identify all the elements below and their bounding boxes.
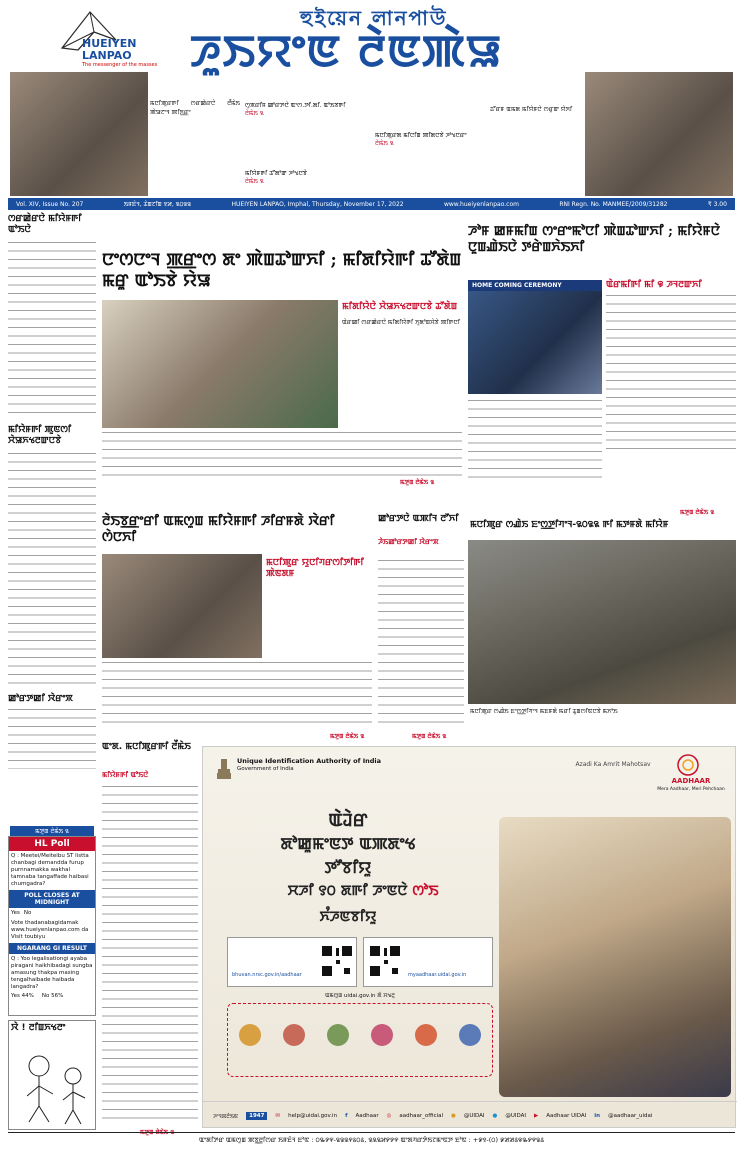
center-headline: ꯀꯣꯔꯇꯅꯥ ꯑꯄꯤꯜ ꯂꯧꯈꯤ <box>378 514 459 524</box>
garbage-headline: ꯃꯅꯤꯄꯨꯔ ꯁꯉꯥꯏ ꯐꯦꯁ꯭ꯇꯤꯚꯦꯜ-꯲꯰꯲꯲ ꯒꯤ ꯃꯇꯝꯗꯥ ꯃꯤꯌꯥꯝ <box>470 520 669 530</box>
website-link[interactable]: www.hueiyenlanpao.com <box>443 200 519 208</box>
azadi-logo: Azadi Ka Amrit Mahotsav <box>575 761 651 768</box>
info-strip <box>8 198 735 210</box>
doc-icon-2 <box>283 1024 305 1046</box>
ad-org: Unique Identification Authority of India <box>237 757 382 765</box>
social-2[interactable]: aadhaar_official <box>399 1112 444 1119</box>
meitei-date: ꯏꯝꯐꯥꯜ, ꯊꯥꯡꯖꯤꯡ ꯱꯷, ꯲꯰꯲꯲ <box>123 201 192 208</box>
bottom-left-body <box>102 786 198 1126</box>
poll-no-result: No 56% <box>41 993 64 999</box>
ad-line4-red: ꯁꯣꯏ <box>412 883 439 899</box>
right-cont[interactable]: ꯃꯇꯨꯡ ꯂꯥꯃꯥꯏ ꯲ <box>680 509 715 516</box>
poll-result-question: Q : Yoo legalisationgi ayaba piragani haikhibadagi sungba amasung thakpa masing tengalhaibade haibada langadra? <box>11 956 93 990</box>
masthead <box>0 0 743 77</box>
linkedin-icon: in <box>594 1112 601 1119</box>
lead-cont[interactable]: ꯃꯇꯨꯡ ꯂꯥꯃꯥꯏ ꯲ <box>400 479 435 486</box>
youtube-icon: ▶ <box>534 1112 539 1119</box>
poll-yes-option[interactable]: Yes <box>11 910 20 916</box>
ad-people-photo <box>499 817 731 1097</box>
doc-icon-3 <box>327 1024 349 1046</box>
top-teasers <box>245 102 485 196</box>
center-cont[interactable]: ꯃꯇꯨꯡ ꯂꯥꯃꯥꯏ ꯲ <box>412 733 447 740</box>
poll-closes: POLL CLOSES AT MIDNIGHT <box>9 890 95 908</box>
cartoon-illustration <box>9 1036 95 1126</box>
left-mid-heading: ꯀꯣꯔꯇꯀꯤ ꯋꯥꯔꯦꯞ <box>8 694 73 704</box>
lead-photo <box>102 300 338 428</box>
logo-name-2: LANPAO <box>82 49 132 62</box>
bottom-left-sub: ꯃꯤꯌꯥꯝꯒꯤ ꯑꯣꯏꯅꯥ <box>102 771 149 779</box>
left-headline: ꯁꯔꯀꯥꯔꯅꯥ ꯃꯤꯌꯥꯝꯒꯤ ꯑꯣꯏꯅꯥ <box>8 214 82 235</box>
lead-kicker: ꯃꯤꯗꯤꯌꯥꯅꯥ ꯆꯥꯎꯈꯠꯂꯛꯅꯕꯥ ꯊꯧꯗꯥꯡ <box>342 302 458 312</box>
logo-name-1: HUEIYEN <box>82 37 137 50</box>
right-body <box>468 400 602 480</box>
middle-sub-headline: ꯃꯅꯤꯄꯨꯔ ꯌꯨꯅꯤꯚꯔꯁꯤꯇꯤꯒꯤ ꯄꯥꯟꯗꯝ <box>266 558 364 579</box>
left-column <box>8 214 96 754</box>
social-4[interactable]: @UIDAI <box>505 1112 526 1119</box>
meitei-title: ꯍꯨꯏꯌꯦꯟ ꯂꯥꯟꯄꯥꯎ <box>190 26 503 77</box>
lead-headline: ꯅꯦꯁꯅꯦꯜ ꯄ꯭ꯔꯦꯁ ꯗꯦ ꯄꯥꯡꯊꯣꯛꯈꯤ ; ꯃꯤꯗꯤꯌꯥꯒꯤ ꯊꯧꯗꯥꯡ ꯃꯔꯨ ꯑꯣꯏꯕꯥ ꯌꯥꯎ <box>102 250 462 291</box>
bottom-left-headline: ꯑꯦꯗ. ꯃꯅꯤꯄꯨꯔꯒꯤ ꯂꯩꯃꯥꯏ <box>102 742 191 752</box>
top-left-story <box>150 100 240 117</box>
social-1[interactable]: Aadhaar <box>355 1112 379 1119</box>
help-email[interactable]: help@uidai.gov.in <box>288 1112 338 1119</box>
middle-body <box>102 662 372 730</box>
volume: Vol. XIV, Issue No. 207 <box>16 200 84 208</box>
teaser-3-text: ꯃꯤꯌꯥꯝꯒꯤ ꯊꯧꯗꯣꯛ ꯍꯣꯠꯅꯕꯥ <box>245 170 307 177</box>
doc-icon-6 <box>459 1024 481 1046</box>
bengali-title: হুইয়েন লানপাউ <box>300 6 448 30</box>
qr-url-2[interactable]: myaadhaar.uidai.gov.in <box>408 972 467 978</box>
right-photo-banner: HOME COMING CEREMONY <box>468 280 602 291</box>
top-left-story-text: ꯃꯅꯤꯄꯨꯔꯒꯤ ꯁꯔꯀꯥꯔꯅꯥ ꯂꯩꯃꯥꯏ ꯄꯥꯎꯖꯦꯜ ꯄꯤꯈ꯭ꯔꯦ <box>150 100 240 116</box>
lead-sub-story: ꯑꯥꯔꯀꯤ ꯁꯔꯀꯥꯔꯅꯥ ꯃꯤꯗꯤꯌꯥꯒꯤ ꯈꯨꯗꯣꯡꯆꯥꯕꯥ ꯄꯤꯒꯅꯤ <box>342 319 460 326</box>
right-headline: ꯍꯣꯝ ꯀꯝꯃꯤꯡ ꯁꯦꯔꯦꯃꯣꯅꯤ ꯄꯥꯡꯊꯣꯛꯈꯤ ; ꯃꯤꯌꯥꯝꯅꯥ ꯅꯨꯡꯉꯥꯏꯅꯥ ꯇꯔꯥꯡꯈꯥꯏꯈꯤ <box>468 224 720 255</box>
ad-line1: ꯑꯥꯙꯥꯔ <box>328 810 368 831</box>
center-body <box>378 560 464 730</box>
ad-line2: ꯗꯣꯀꯨꯃꯦꯟꯇ ꯑꯄꯗꯦꯠ <box>280 834 416 853</box>
social-5[interactable]: Aadhaar UIDAI <box>546 1112 587 1119</box>
top-right-story-text: ꯊꯧꯔꯝ ꯑꯃꯗ ꯃꯤꯌꯥꯝꯅꯥ ꯁꯔꯨꯛ ꯌꯥꯈꯤ <box>490 106 573 113</box>
lead-kicker-box <box>342 302 462 328</box>
garbage-caption: ꯃꯅꯤꯄꯨꯔ ꯁꯉꯥꯏ ꯐꯦꯁ꯭ꯇꯤꯚꯦꯜ ꯃꯐꯝꯗꯥ ꯃꯔꯤ ꯊꯨꯡꯁꯤꯟꯅꯕꯥ ꯃꯈꯣꯏ <box>470 708 618 715</box>
left-page-ref[interactable]: ꯃꯇꯨꯡ ꯂꯥꯃꯥꯏ ꯲ <box>10 826 94 836</box>
twitter-icon: ● <box>492 1112 498 1119</box>
poll-result-title: NGARANG GI RESULT <box>9 943 95 954</box>
right-side-box <box>606 280 736 455</box>
lead-body <box>102 432 462 476</box>
garbage-photo <box>468 540 736 704</box>
cartoon-heading: ꯋꯥ ! ꯂꯤꯡꯈꯠꯂꯦ <box>11 1023 66 1033</box>
paper-date: HUEIYEN LANPAO, Imphal, Thursday, November 17, 2022 <box>231 200 404 208</box>
emblem-icon <box>215 757 233 781</box>
middle-photo <box>102 554 262 658</box>
price: ₹ 3.00 <box>707 200 727 208</box>
aadhaar-brand: AADHAAR <box>671 777 711 785</box>
doc-icon-5 <box>415 1024 437 1046</box>
qr-code-1-icon <box>320 944 354 978</box>
helpline-number[interactable]: 1947 <box>246 1112 267 1120</box>
middle-cont[interactable]: ꯃꯇꯨꯡ ꯂꯥꯃꯥꯏ ꯲ <box>330 733 365 740</box>
right-side-body <box>606 295 736 455</box>
aadhaar-tag: Mera Aadhaar, Meri Pehchaan <box>657 787 725 792</box>
middle-headline: ꯂꯥꯏꯕ꯭ꯔꯦꯔꯤ ꯑꯃꯁꯨꯡ ꯃꯤꯌꯥꯝꯒꯤ ꯍꯤꯔꯝꯗꯥ ꯋꯥꯔꯤ ꯁꯥꯅꯈꯤ <box>102 514 335 545</box>
qr-url-1[interactable]: bhuvan.nrsc.gov.in/aadhaar <box>232 972 302 978</box>
qr-box-2[interactable] <box>363 937 493 987</box>
qr-code-2-icon <box>368 944 402 978</box>
footer-rule <box>8 1132 735 1133</box>
poll-title: HL Poll <box>9 837 95 851</box>
teaser-2[interactable] <box>375 132 467 148</box>
aadhaar-ad <box>202 746 736 1128</box>
right-photo <box>468 280 602 394</box>
cartoon-box <box>8 1020 96 1130</box>
left-body-2 <box>8 453 96 688</box>
hl-poll <box>8 836 96 1016</box>
teaser-1[interactable] <box>245 102 345 118</box>
left-sub-heading: ꯃꯤꯌꯥꯝꯒꯤ ꯄꯨꯟꯁꯤ ꯆꯥꯎꯈꯠꯂꯛꯅꯕꯥ <box>8 425 72 446</box>
ad-line4 <box>223 881 503 900</box>
top-left-photo <box>10 72 148 196</box>
top-right-story <box>490 106 580 115</box>
social-3[interactable]: @UIDAI <box>463 1112 485 1119</box>
teaser-2-page: ꯂꯥꯃꯥꯏ ꯲ <box>375 140 394 147</box>
poll-yes-result: Yes 44% <box>11 993 34 999</box>
teaser-2-text: ꯃꯅꯤꯄꯨꯔꯗ ꯃꯤꯅꯤꯡ ꯄꯤꯗꯅꯕꯥ ꯍꯣꯠꯅꯔꯦ <box>375 132 467 139</box>
ad-footer <box>203 1101 737 1129</box>
tagline: The messenger of the masses <box>82 62 158 68</box>
teaser-3[interactable] <box>245 170 307 186</box>
aadhaar-logo-icon <box>673 753 703 777</box>
doc-icon-4 <box>371 1024 393 1046</box>
email-icon: ✉ <box>275 1112 281 1119</box>
left-body-3 <box>8 709 96 769</box>
footer-text: ꯑꯦꯗꯤꯇꯔ ꯑꯃꯁꯨꯡ ꯄꯕ꯭ꯂꯤꯁꯔ ꯏꯝꯐꯥꯜ ꯐꯣꯟ : ꯰꯳꯸꯵-꯲꯲꯲꯵꯴꯰꯴, ꯲꯲꯲꯷꯸꯸꯵ ꯑꯦꯗꯚꯔꯇꯥꯏꯖꯃꯦꯟꯇ ꯐꯣꯟ : +꯹꯱-(꯰) ꯹꯷꯷꯴꯶꯳꯸꯵꯲꯴ <box>198 1136 545 1144</box>
poll-vote-text: Vote thadanabagidamak www.hueiyenlanpao.com da Visit toubiyu <box>11 920 89 940</box>
facebook-icon: f <box>345 1112 348 1119</box>
document-icons-box <box>227 1003 493 1077</box>
ad-govt: Government of India <box>237 766 294 772</box>
koo-icon: ● <box>451 1112 456 1119</box>
instagram-icon: ◎ <box>386 1112 392 1119</box>
ad-line3: ꯇꯧꯕꯤꯌꯨ <box>324 858 372 877</box>
teaser-1-page: ꯂꯥꯃꯥꯏ ꯲ <box>245 110 264 117</box>
doc-icon-1 <box>239 1024 261 1046</box>
teaser-1-text: ꯁꯨꯞꯔꯤꯝ ꯀꯣꯔꯇꯅꯥ ꯑꯦꯁ.ꯇꯤ.ꯗꯤ. ꯑꯣꯏꯕꯒꯤ <box>245 102 346 109</box>
poll-no-option[interactable]: No <box>23 910 32 916</box>
rni: RNI Regn. No. MANMEE/2009/31282 <box>559 200 668 208</box>
center-sub-headline: ꯍꯥꯏꯀꯣꯔꯇꯀꯤ ꯋꯥꯔꯦꯞ <box>378 538 439 546</box>
ad-footer-label: ꯍꯦꯜꯞꯂꯥꯏꯟ <box>213 1113 239 1120</box>
top-right-photo <box>585 72 733 196</box>
left-body-1 <box>8 242 96 417</box>
teaser-3-page: ꯂꯥꯃꯥꯏ ꯲ <box>245 178 264 185</box>
ad-line4-main: ꯆꯍꯤ ꯱꯰ ꯗꯒꯤ ꯍꯦꯟꯅꯥ <box>287 883 408 899</box>
qr-box-1[interactable] <box>227 937 357 987</box>
social-6[interactable]: @aadhaar_uidai <box>608 1112 653 1119</box>
poll-question: Q : Meetei/Meiteibu ST listta chanbagi demandda furup purnnamakka wakhal tamnaba tangaffade haibasi chumgadra? <box>11 853 89 887</box>
ad-line5: ꯈꯪꯍꯟꯕꯤꯌꯨ <box>319 909 377 925</box>
right-side-heading: ꯑꯥꯔꯃꯤꯒꯤ ꯃꯤ ꯶ ꯍꯜꯂꯛꯈꯤ <box>606 280 702 290</box>
ad-mid-line: ꯑꯃꯁꯨꯡ uidai.gov.in ꯗꯥ ꯆꯠꯂꯨ <box>325 993 395 999</box>
